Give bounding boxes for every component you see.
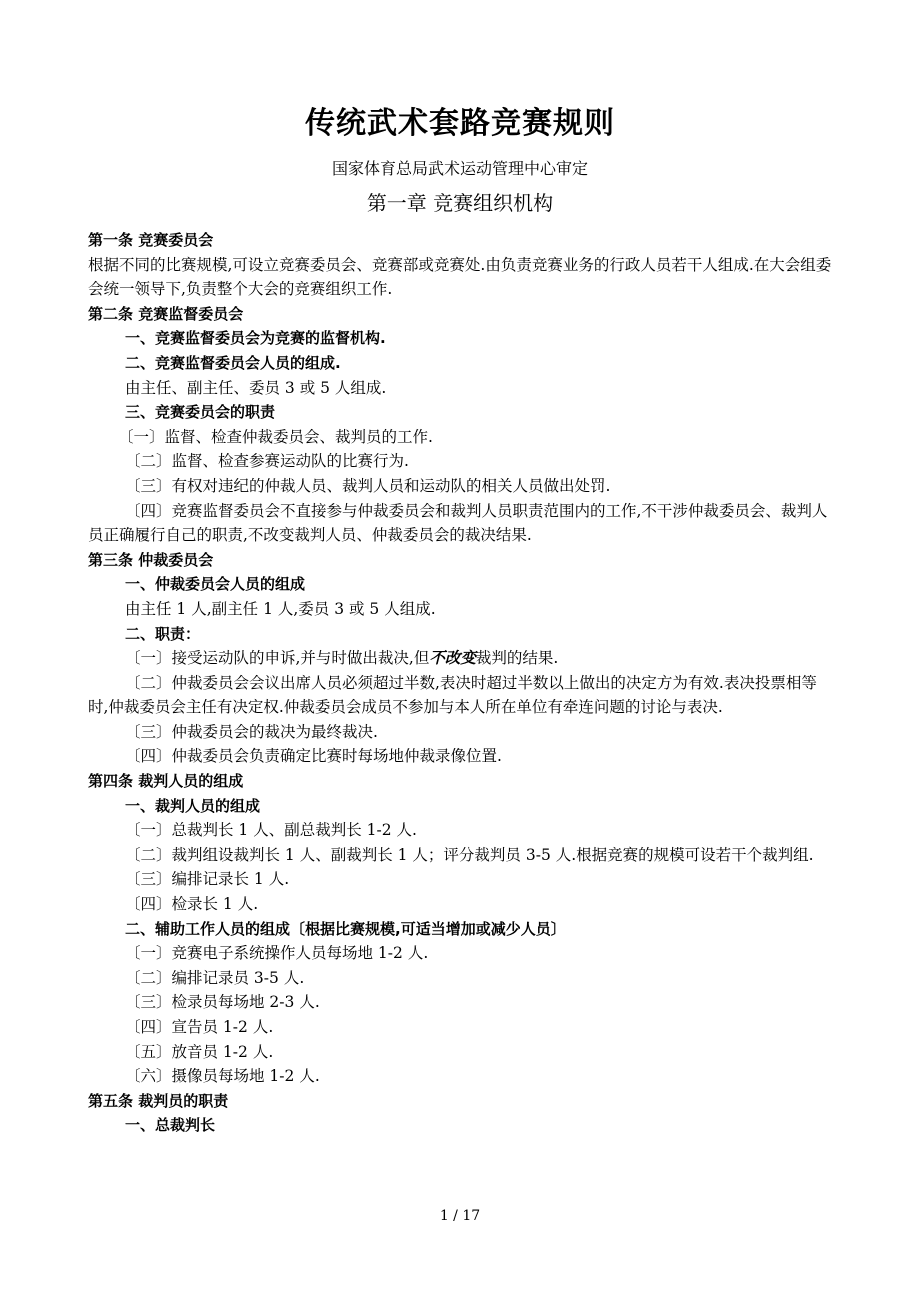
article-3-sub-1-part-a: 〔一〕接受运动队的申诉,并与时做出裁决,但 bbox=[125, 649, 430, 668]
article-3-item-2: 二、职责： bbox=[125, 624, 201, 643]
article-2-sub-3: 〔三〕有权对违纪的仲裁人员、裁判人员和运动队的相关人员做出处罚. bbox=[125, 476, 611, 495]
article-4-sub-3: 〔三〕编排记录长 1 人. bbox=[125, 870, 290, 889]
document-subtitle: 国家体育总局武术运动管理中心审定 bbox=[331, 159, 588, 178]
article-2-sub-4: 〔四〕竞赛监督委员会不直接参与仲裁委员会和裁判人员职责范围内的工作,不干涉仲裁委员会、裁判人员正确履行自己的职责,不改变裁判人员、仲裁委员会的裁决结果. bbox=[88, 501, 828, 545]
article-2-item-3: 三、竞赛委员会的职责 bbox=[125, 403, 276, 422]
article-1-heading: 第一条 竞赛委员会 bbox=[88, 231, 214, 249]
article-3-sub-3: 〔三〕仲裁委员会的裁决为最终裁决. bbox=[125, 722, 378, 741]
article-2-heading: 第二条 竞赛监督委员会 bbox=[88, 304, 244, 323]
article-3-heading: 第三条 仲裁委员会 bbox=[88, 550, 214, 569]
article-3-item-1: 一、仲裁委员会人员的组成 bbox=[125, 575, 306, 594]
article-4-sub-1: 〔一〕总裁判长 1 人、副总裁判长 1-2 人. bbox=[125, 821, 417, 840]
page-number: 1 / 17 bbox=[439, 1208, 481, 1224]
article-4-staff-5: 〔五〕放音员 1-2 人. bbox=[125, 1042, 274, 1061]
article-3-item-1-text: 由主任 1 人,副主任 1 人,委员 3 或 5 人组成. bbox=[125, 599, 436, 618]
article-3-sub-2: 〔二〕仲裁委员会会议出席人员必须超过半数,表决时超过半数以上做出的决定方为有效.表决投票相等时,仲裁委员会主任有决定权.仲裁委员会成员不参加与本人所在单位有牵连问题的讨论与表决. bbox=[88, 673, 817, 717]
article-2-sub-1: 〔一〕监督、检查仲裁委员会、裁判员的工作. bbox=[118, 427, 433, 446]
document-title: 传统武术套路竞赛规则 bbox=[305, 106, 615, 141]
emphasis-text: 不改变 bbox=[429, 648, 476, 668]
article-4-staff-4: 〔四〕宣告员 1-2 人. bbox=[125, 1018, 274, 1036]
article-5-item-1: 一、总裁判长 bbox=[125, 1116, 216, 1135]
article-2-sub-2: 〔二〕监督、检查参赛运动队的比赛行为. bbox=[125, 452, 409, 471]
article-3-sub-4: 〔四〕仲裁委员会负责确定比赛时每场地仲裁录像位置. bbox=[125, 747, 502, 766]
article-4-sub-4: 〔四〕检录长 1 人. bbox=[125, 895, 259, 914]
article-4-staff-6: 〔六〕摄像员每场地 1-2 人. bbox=[125, 1067, 320, 1086]
article-2-item-2-text: 由主任、副主任、委员 3 或 5 人组成. bbox=[125, 378, 387, 397]
article-4-item-1: 一、裁判人员的组成 bbox=[125, 796, 261, 815]
article-4-staff-1: 〔一〕竞赛电子系统操作人员每场地 1-2 人. bbox=[125, 944, 429, 963]
article-2-item-2: 二、竞赛监督委员会人员的组成. bbox=[125, 353, 341, 372]
article-4-sub-2: 〔二〕裁判组设裁判长 1 人、副裁判长 1 人；评分裁判员 3-5 人.根据竞赛的规模可设若干个裁判组. bbox=[125, 845, 814, 864]
article-4-staff-3: 〔三〕检录员每场地 2-3 人. bbox=[125, 993, 320, 1012]
chapter-heading: 第一章 竞赛组织机构 bbox=[366, 191, 554, 215]
article-3-sub-1 bbox=[88, 646, 834, 671]
article-4-item-2: 二、辅助工作人员的组成〔根据比赛规模,可适当增加或减少人员〕 bbox=[125, 919, 566, 938]
article-3-sub-1-part-c: 裁判的结果. bbox=[475, 649, 559, 668]
document-body bbox=[88, 228, 834, 1138]
article-4-staff-2: 〔二〕编排记录员 3-5 人. bbox=[125, 968, 305, 987]
article-4-heading: 第四条 裁判人员的组成 bbox=[88, 772, 244, 791]
article-5-heading: 第五条 裁判员的职责 bbox=[88, 1091, 229, 1110]
article-2-item-1: 一、竞赛监督委员会为竞赛的监督机构. bbox=[125, 329, 386, 348]
article-1-paragraph: 根据不同的比赛规模,可设立竞赛委员会、竞赛部或竞赛处.由负责竞赛业务的行政人员若干人组成.在大会组委会统一领导下,负责整个大会的竞赛组织工作. bbox=[88, 255, 832, 299]
